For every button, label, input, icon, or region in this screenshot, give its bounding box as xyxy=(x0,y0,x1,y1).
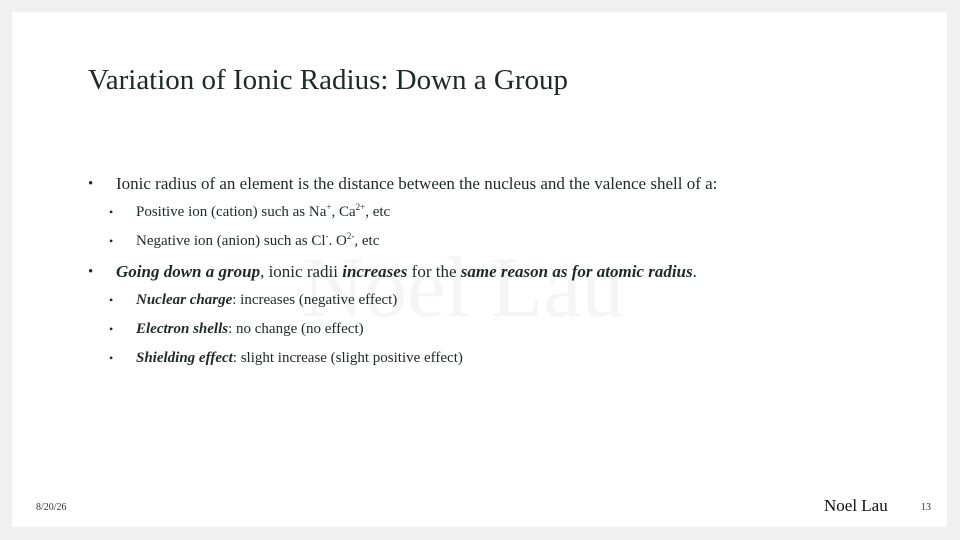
sub-bullet-glyph: • xyxy=(109,205,114,219)
sub-bullet-nuclear-charge xyxy=(88,290,928,311)
sub-bullet-text-mid: , Ca xyxy=(331,204,356,220)
sub-bullet-glyph: • xyxy=(109,293,114,307)
charge-superscript: 2+ xyxy=(355,202,366,212)
sub-bullet-text-mid: . O xyxy=(328,233,347,249)
slide-title: Variation of Ionic Radius: Down a Group xyxy=(88,64,569,96)
slide-number: 13 xyxy=(921,502,931,513)
factor-effect: : increases (negative effect) xyxy=(232,292,398,308)
bullet-text: , ionic radii xyxy=(260,262,343,281)
sub-bullet-text-pre: Positive ion (cation) such as Na xyxy=(136,204,327,220)
bullet-text: for the xyxy=(407,262,461,281)
sub-bullet-glyph: • xyxy=(109,322,114,336)
bullet-glyph: • xyxy=(88,264,94,280)
sub-bullet-positive-ion xyxy=(88,202,928,223)
factor-name: Nuclear charge xyxy=(136,292,233,308)
bullet-text: . xyxy=(692,262,697,281)
factor-effect: : slight increase (slight positive effect) xyxy=(232,350,463,366)
sub-bullet-negative-ion xyxy=(88,231,928,252)
sub-bullet-electron-shells xyxy=(88,319,928,340)
factor-name: Shielding effect xyxy=(136,350,233,366)
sub-bullet-glyph: • xyxy=(109,351,114,365)
charge-superscript: + xyxy=(326,202,332,212)
sub-bullet-text-post: , etc xyxy=(354,233,380,249)
charge-superscript: 2- xyxy=(346,231,355,241)
slide-content xyxy=(88,172,928,377)
bullet-glyph: • xyxy=(88,176,94,192)
emphasis-text: Going down a group xyxy=(116,262,261,281)
sub-bullet-text-pre: Negative ion (anion) such as Cl xyxy=(136,233,326,249)
emphasis-text: same reason as for atomic radius xyxy=(460,262,693,281)
sub-bullet-text-post: , etc xyxy=(365,204,391,220)
factor-effect: : no change (no effect) xyxy=(228,321,364,337)
slide xyxy=(12,12,947,527)
charge-superscript: - xyxy=(325,231,329,241)
bullet-ionic-radius-definition xyxy=(88,172,928,196)
footer-author: Noel Lau xyxy=(824,496,888,515)
bullet-text: Ionic radius of an element is the distance between the nucleus and the valence shell of a: xyxy=(116,174,718,193)
sub-bullet-glyph: • xyxy=(109,234,114,248)
footer-date: 8/20/26 xyxy=(36,502,67,513)
sub-bullet-shielding-effect xyxy=(88,348,928,369)
emphasis-text: increases xyxy=(342,262,408,281)
bullet-going-down-group xyxy=(88,260,928,284)
factor-name: Electron shells xyxy=(136,321,229,337)
